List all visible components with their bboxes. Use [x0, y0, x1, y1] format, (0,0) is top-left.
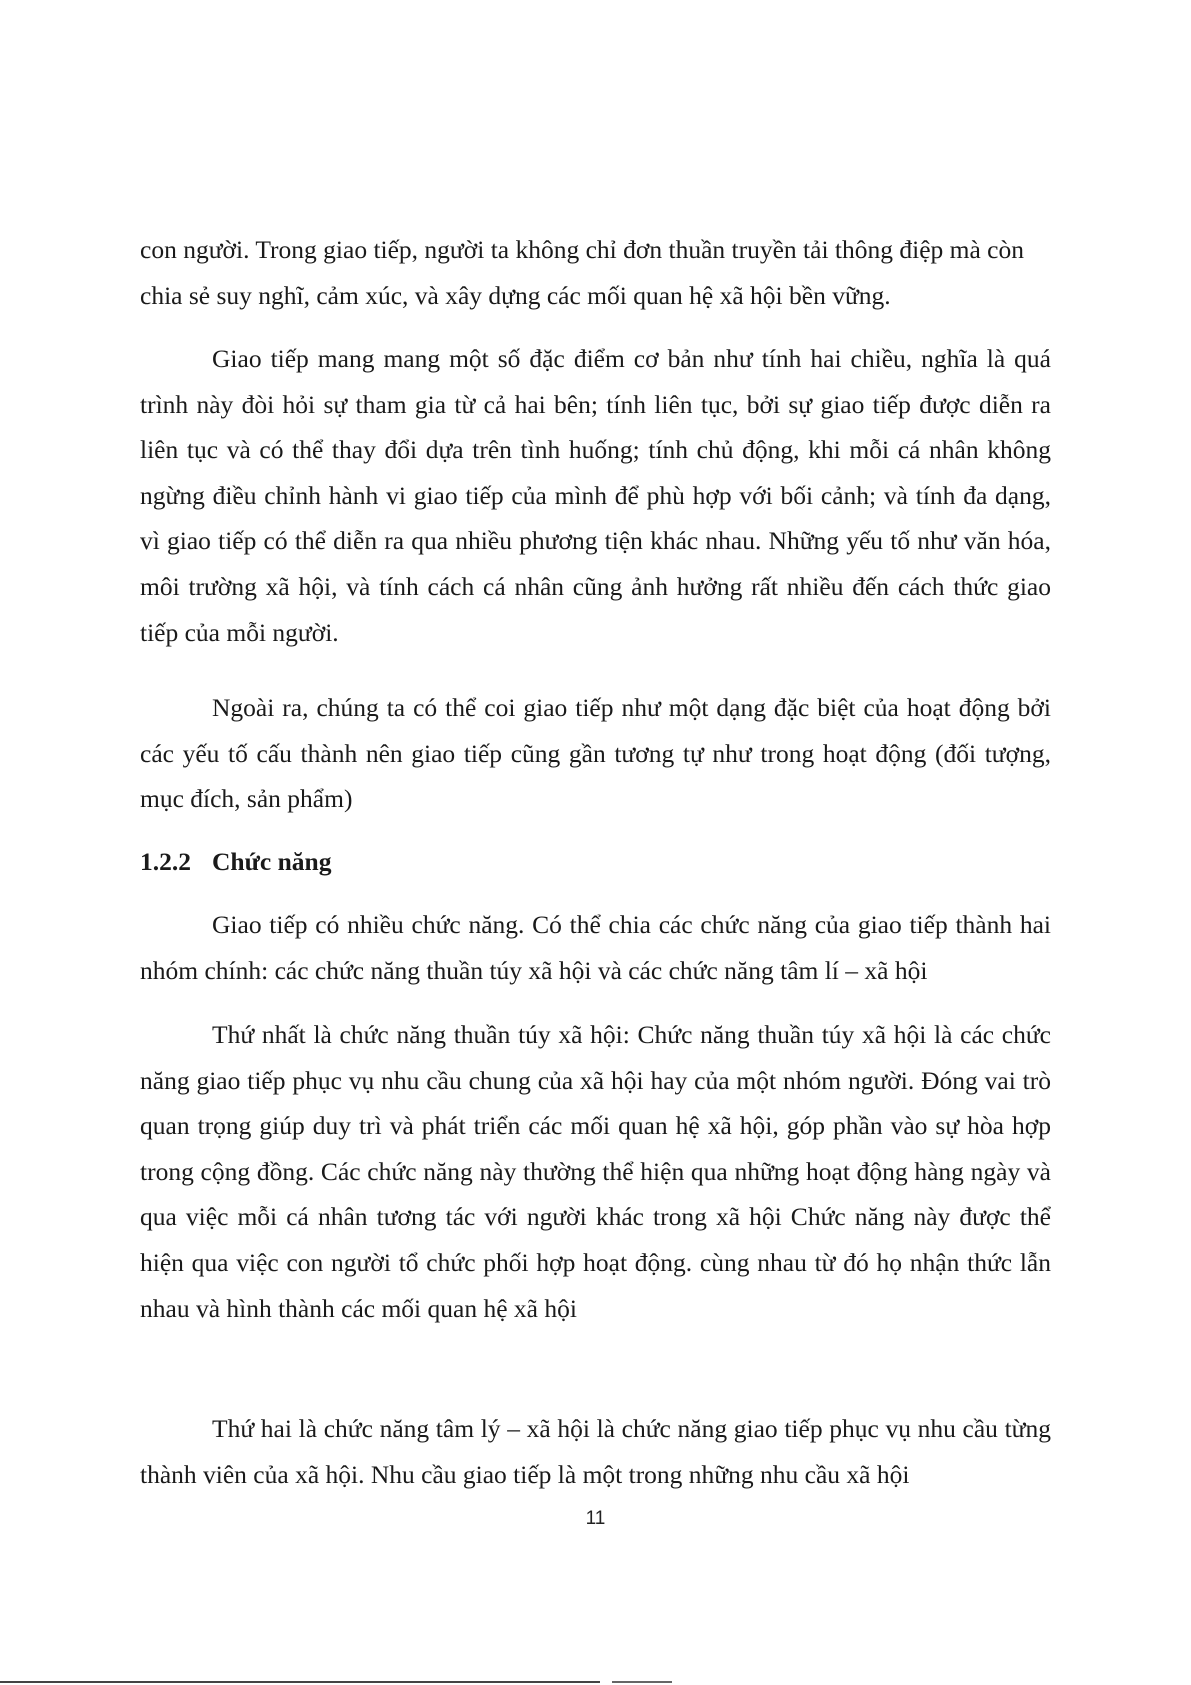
paragraph-characteristics: Giao tiếp mang mang một số đặc điểm cơ bản như tính hai chiều, nghĩa là quá trình này đòi hỏi sự tham gia từ cả hai bên; tính liên tục, bởi sự giao tiếp được diễn ra liên tục và có thể thay đổi dựa trên tình huống; tính chủ động, khi mỗi cá nhân không ngừng điều chỉnh hành vi giao tiếp của mình để phù hợp với bối cảnh; và tính đa dạng, vì giao tiếp có thể diễn ra qua nhiều phương tiện khác nhau. Những yếu tố như văn hóa, môi trường xã hội, và tính cách cá nhân cũng ảnh hưởng rất nhiều đến cách thức giao tiếp của mỗi người. [140, 344, 1051, 647]
paragraph-functions-intro: Giao tiếp có nhiều chức năng. Có thể chia các chức năng của giao tiếp thành hai nhóm chính: các chức năng thuần túy xã hội và các chức năng tâm lí – xã hội [140, 910, 1051, 985]
section-heading-title: Chức năng [212, 847, 332, 876]
paragraph-continuation: con người. Trong giao tiếp, người ta không chỉ đơn thuần truyền tải thông điệp mà còn chia sẻ suy nghĩ, cảm xúc, và xây dựng các mối quan hệ xã hội bền vững. [140, 235, 1024, 310]
page-number: 11 [585, 1508, 606, 1529]
section-heading [140, 839, 1051, 885]
paragraph-activity: Ngoài ra, chúng ta có thể coi giao tiếp như một dạng đặc biệt của hoạt động bởi các yếu tố cấu thành nên giao tiếp cũng gần tương tự như trong hoạt động (đối tượng, mục đích, sản phẩm) [140, 693, 1051, 814]
section-heading-number: 1.2.2 [140, 847, 191, 876]
bottom-divider-segment [612, 1681, 672, 1683]
paragraph-psychosocial-function: Thứ hai là chức năng tâm lý – xã hội là chức năng giao tiếp phục vụ nhu cầu từng thành viên của xã hội. Nhu cầu giao tiếp là một trong những nhu cầu xã hội [140, 1414, 1051, 1489]
paragraph-social-function: Thứ nhất là chức năng thuần túy xã hội: Chức năng thuần túy xã hội là các chức năng giao tiếp phục vụ nhu cầu chung của xã hội hay của một nhóm người. Đóng vai trò quan trọng giúp duy trì và phát triển các mối quan hệ xã hội, góp phần vào sự hòa hợp trong cộng đồng. Các chức năng này thường thể hiện qua những hoạt động hàng ngày và qua việc mỗi cá nhân tương tác với người khác trong xã hội Chức năng này được thể hiện qua việc con người tổ chức phối hợp hoạt động. cùng nhau từ đó họ nhận thức lẫn nhau và hình thành các mối quan hệ xã hội [140, 1020, 1051, 1323]
bottom-divider [0, 1681, 600, 1683]
